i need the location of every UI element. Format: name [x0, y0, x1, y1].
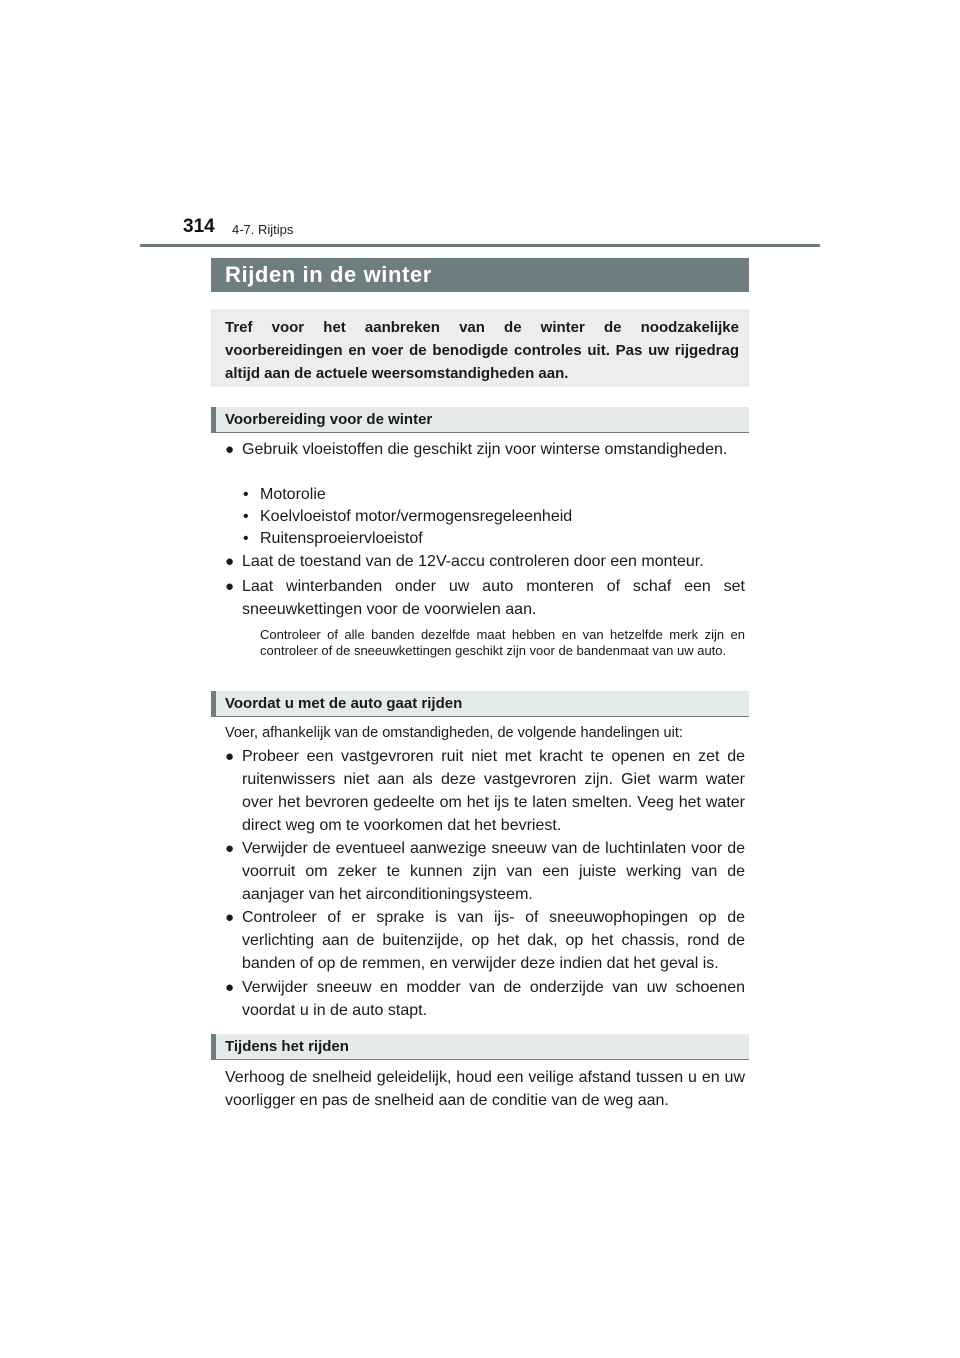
list-item-text: Controleer of er sprake is van ijs- of sneeuwophopingen op de verlichting aan de buitenzijde, op het dak, op het chassis, rond de banden of op de remmen, en verwijder deze indien dat het geval is. [242, 909, 745, 972]
list-item [225, 837, 745, 906]
bullet-icon: ● [225, 553, 235, 570]
sub-list-item-text: Ruitensproeiervloeistof [260, 530, 423, 547]
fluid-sub-list [243, 484, 743, 550]
page-title: Rijden in de winter [225, 262, 432, 287]
list-item-text: Verwijder sneeuw en modder van de onderzijde van uw schoenen voordat u in de auto stapt. [242, 979, 745, 1019]
list-item-text: Laat de toestand van de 12V-accu controleren door een monteur. [242, 553, 704, 570]
bullet-icon: ● [225, 441, 235, 458]
section-breadcrumb: 4-7. Rijtips [232, 222, 294, 237]
section-heading-preparation: Voorbereiding voor de winter [211, 407, 749, 433]
list-item-text: Gebruik vloeistoffen die geschikt zijn voor winterse omstandigheden. [242, 441, 728, 458]
page-number: 314 [183, 216, 215, 237]
bullet-icon: ● [225, 748, 235, 765]
bullet-icon: ● [225, 578, 235, 595]
list-item [225, 438, 745, 461]
list-item [225, 906, 745, 975]
section-heading-before-driving: Voordat u met de auto gaat rijden [211, 691, 749, 717]
sub-list-item [243, 484, 743, 506]
sub-list-item [243, 528, 743, 550]
sub-list-item-text: Motorolie [260, 486, 326, 503]
list-item [225, 575, 745, 621]
sub-bullet-icon: • [243, 508, 249, 525]
intro-box: Tref voor het aanbreken van de winter de noodzakelijke voorbereidingen en voer de benodigde controles uit. Pas uw rijgedrag altijd aan de actuele weersomstandigheden aan. [211, 309, 749, 387]
sub-list-item [243, 506, 743, 528]
bullet-icon: ● [225, 909, 235, 926]
list-item-text: Verwijder de eventueel aanwezige sneeuw van de luchtinlaten voor de voorruit om zeker te kunnen zijn van een juiste werking van de aanjager van het airconditioningsysteem. [242, 840, 745, 903]
list-item [225, 550, 745, 573]
note-text: Controleer of alle banden dezelfde maat hebben en van hetzelfde merk zijn en controleer of de sneeuwkettingen geschikt zijn voor de bandenmaat van uw auto. [260, 627, 745, 658]
bullet-icon: ● [225, 979, 235, 996]
sub-bullet-icon: • [243, 530, 249, 547]
list-item-text: Laat winterbanden onder uw auto monteren of schaf een set sneeuwkettingen voor de voorwielen aan. [242, 578, 745, 618]
lead-text: Voer, afhankelijk van de omstandigheden, de volgende handelingen uit: [225, 725, 683, 741]
header-rule [140, 244, 820, 247]
section-heading-while-driving: Tijdens het rijden [211, 1034, 749, 1060]
list-item [225, 745, 745, 837]
sub-bullet-icon: • [243, 486, 249, 503]
bullet-icon: ● [225, 840, 235, 857]
list-item [225, 976, 745, 1022]
page-title-bar [211, 258, 749, 292]
sub-list-item-text: Koelvloeistof motor/vermogensregeleenheid [260, 508, 573, 525]
body-paragraph: Verhoog de snelheid geleidelijk, houd een veilige afstand tussen u en uw voorligger en pas de snelheid aan de conditie van de weg aan. [225, 1069, 745, 1109]
list-item-text: Probeer een vastgevroren ruit niet met kracht te openen en zet de ruitenwissers niet aan als deze vastgevroren zijn. Giet warm water over het bevroren gedeelte om het ijs te laten smelten. Veeg het water direct weg om te voorkomen dat het bevriest. [242, 748, 745, 834]
